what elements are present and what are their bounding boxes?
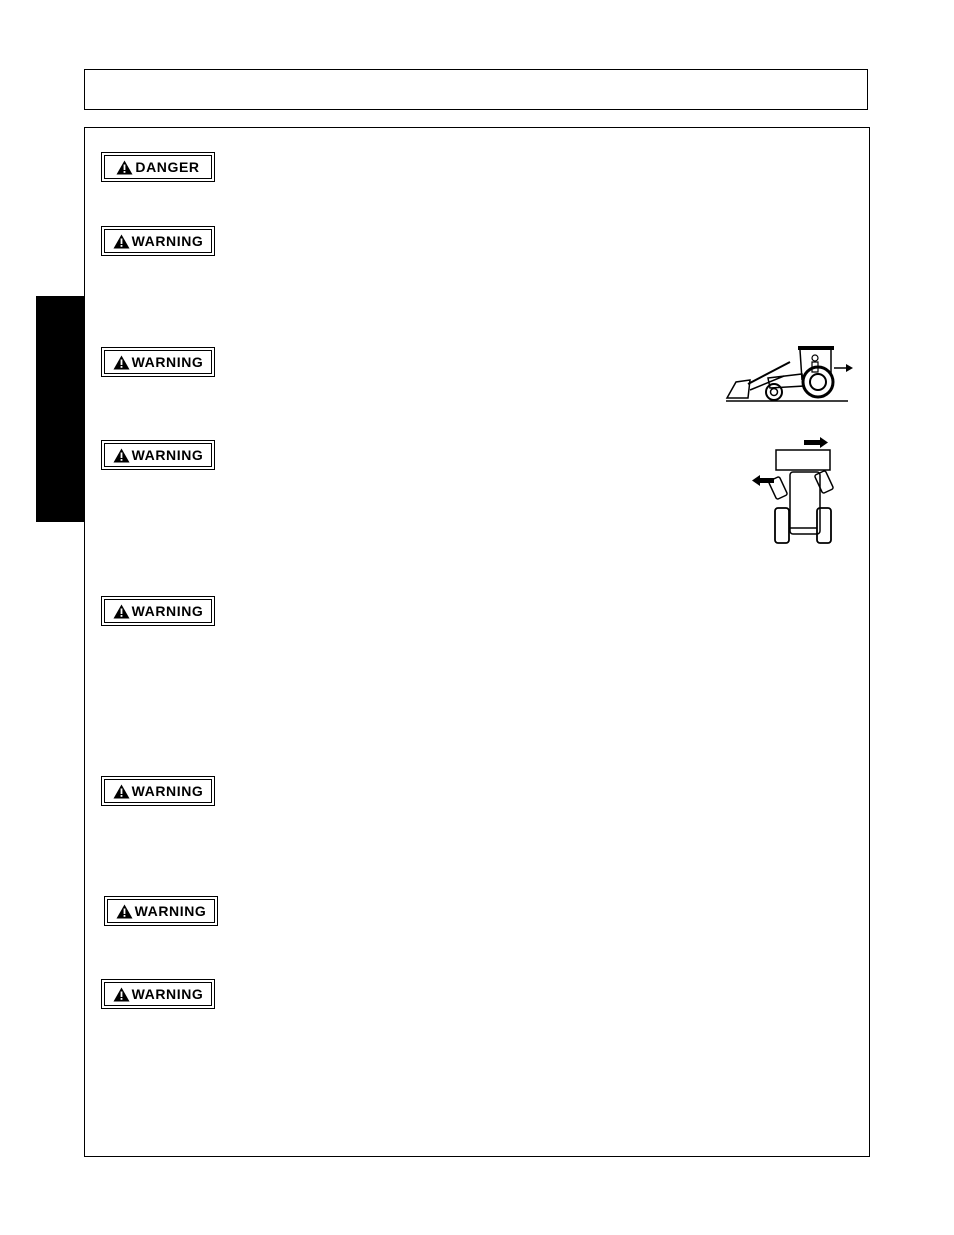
- warning-badge: [101, 226, 215, 256]
- warning-triangle-icon: [113, 987, 130, 1002]
- header-box: [84, 69, 868, 110]
- side-section-tab: [36, 296, 84, 522]
- warning-triangle-icon: [113, 784, 130, 799]
- warning-badge: [101, 776, 215, 806]
- tractor-loader-icon: [722, 340, 854, 406]
- badge-label: WARNING: [131, 354, 204, 370]
- warning-triangle-icon: [113, 448, 130, 463]
- warning-badge: [104, 896, 218, 926]
- tractor-top-view-icon: [748, 436, 838, 548]
- badge-label: DANGER: [135, 159, 200, 175]
- badge-label: WARNING: [131, 783, 204, 799]
- badge-label: WARNING: [131, 233, 204, 249]
- badge-label: WARNING: [134, 903, 207, 919]
- warning-badge: [101, 979, 215, 1009]
- badge-label: WARNING: [131, 603, 204, 619]
- badge-label: WARNING: [131, 986, 204, 1002]
- warning-badge: [101, 347, 215, 377]
- warning-badge: [101, 440, 215, 470]
- badge-label: WARNING: [131, 447, 204, 463]
- warning-triangle-icon: [113, 234, 130, 249]
- warning-triangle-icon: [116, 904, 133, 919]
- warning-triangle-icon: [113, 604, 130, 619]
- warning-triangle-icon: [116, 160, 133, 175]
- warning-badge: [101, 596, 215, 626]
- danger-badge: [101, 152, 215, 182]
- warning-triangle-icon: [113, 355, 130, 370]
